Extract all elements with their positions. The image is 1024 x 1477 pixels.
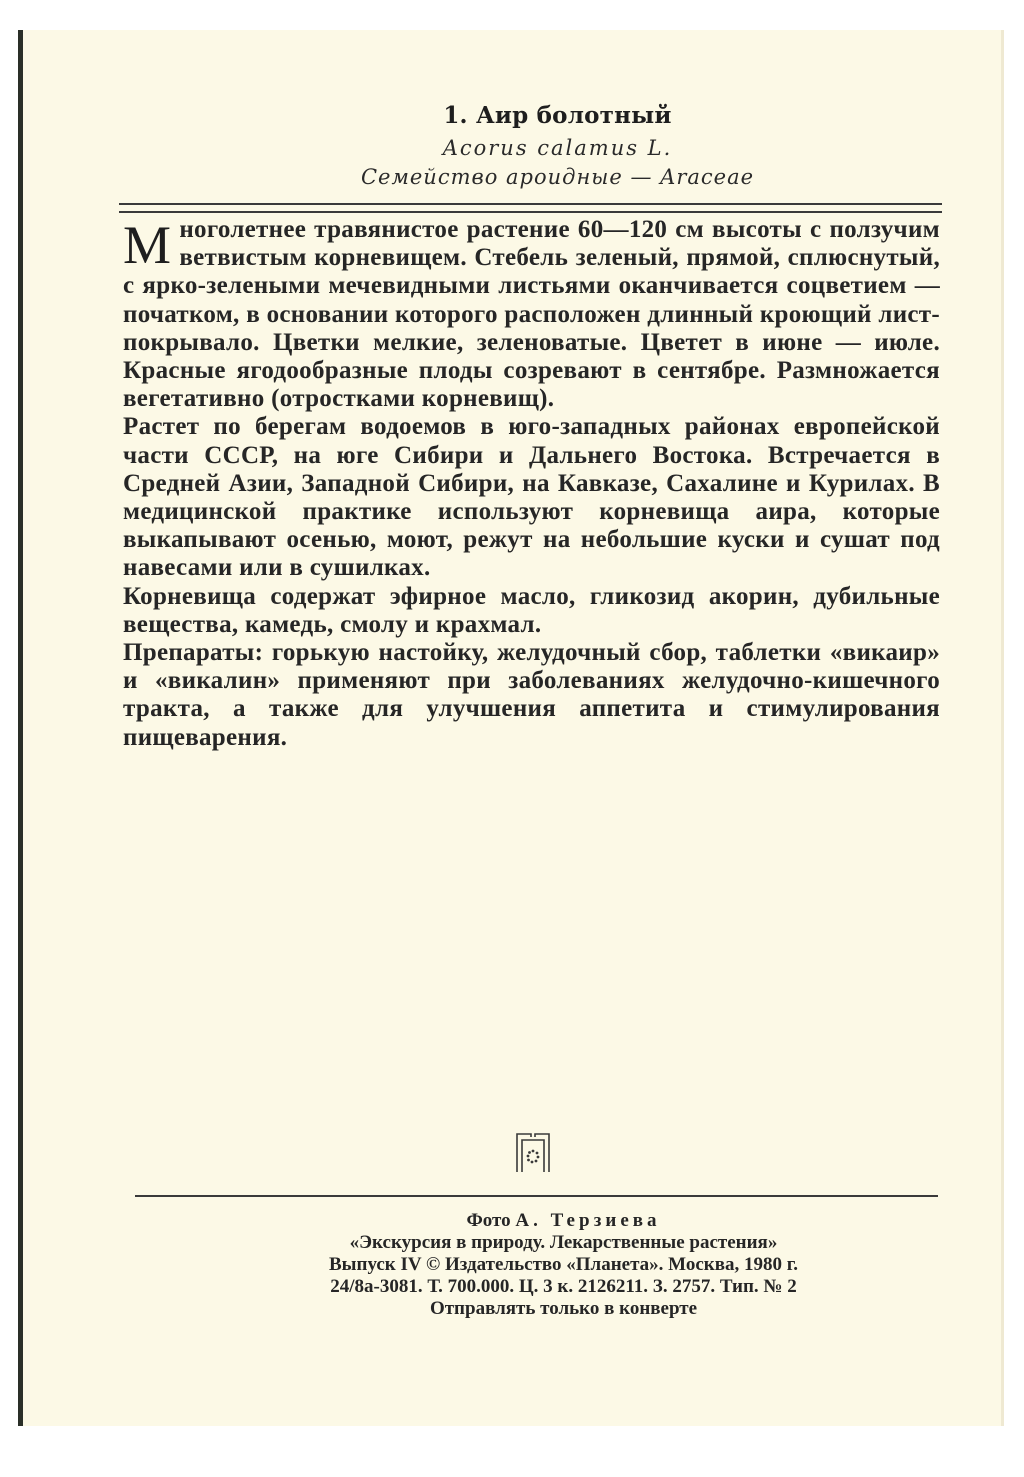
mail-note: Отправлять только в конверте (429, 1298, 698, 1319)
publisher-logo-icon (513, 1130, 553, 1174)
photo-credit (123, 1210, 1004, 1232)
paragraph-1 (123, 216, 940, 413)
paragraph-1-text: ноголетнее травянистое растение 60—120 см высоты с ползучим ветвистым корневищем. Стебель зеленый, прямой, сплюснутый, с ярко-зелеными мечевидными листьями оканчивается соцветием — початком, в основании которого расположен длинный кроющий лист-покрывало. Цветки мелкие, зеленоватые. Цветет в июне — июле. Красные ягодообразные плоды созревают в сентябре. Размножается вегетативно (отростками корневищ). (123, 216, 940, 413)
paragraph-2: Растет по берегам водоемов в юго-западных районах европейской части СССР, на юге Сибири и Дальнего Востока. Встречается в Средней Азии, Западной Сибири, на Кавказе, Сахалине и Курилах. В медицинской практике используют корневища аира, которые выкапывают осенью, моют, режут на небольшие куски и сушат под навесами или в сушилках. (123, 413, 940, 582)
footer-divider (135, 1195, 938, 1197)
series-title: «Экскурсия в природу. Лекарственные растения» (349, 1232, 778, 1253)
title-block (23, 102, 1004, 189)
photo-author: А. Терзиева (515, 1210, 661, 1231)
issue-line: Выпуск IV © Издательство «Планета». Москва, 1980 г. (329, 1254, 798, 1275)
print-line: 24/8а-3081. Т. 700.000. Ц. 3 к. 2126211. З. 2757. Тип. № 2 (330, 1276, 797, 1297)
photo-label: Фото (466, 1210, 511, 1231)
drop-cap: М (123, 215, 172, 275)
latin-name: Acorus calamus L. (442, 136, 673, 160)
paragraph-3: Корневища содержат эфирное масло, гликозид акорин, дубильные вещества, камедь, смолу и крахмал. (123, 582, 940, 638)
plant-family: Семейство ароидные — Araceae (360, 165, 755, 189)
header-divider (119, 203, 942, 213)
imprint (23, 1210, 1004, 1320)
description-text (123, 216, 940, 752)
plant-title: 1. Аир болотный (443, 102, 672, 129)
postcard-back (18, 30, 1004, 1426)
paragraph-4: Препараты: горькую настойку, желудочный сбор, таблетки «викаир» и «викалин» применяют при заболеваниях желудочно-кишечного тракта, а также для улучшения аппетита и стимулирования пищеварения. (123, 639, 940, 751)
